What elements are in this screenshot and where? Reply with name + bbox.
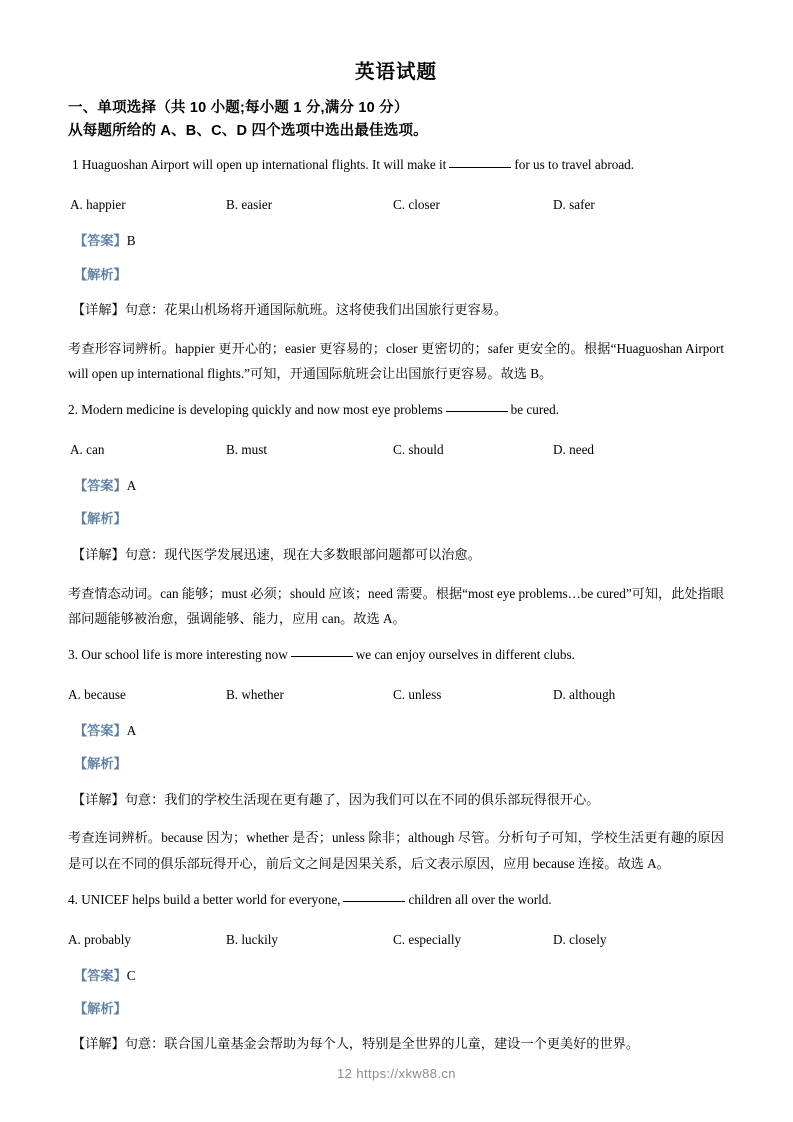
question-stem-2-before: 2. Modern medicine is developing quickly and now most eye problems xyxy=(68,402,443,418)
options-4 xyxy=(68,932,724,951)
question-stem-2 xyxy=(68,400,724,419)
answer-tag: 【答案】 xyxy=(74,723,127,739)
answer-value-2: A xyxy=(126,478,137,494)
answer-value-3: A xyxy=(126,723,137,739)
option-4-b[interactable]: B. luckily xyxy=(226,932,279,948)
page-title: 英语试题 xyxy=(354,61,437,83)
analysis-tag: 【解析】 xyxy=(74,756,127,772)
analysis-line-1 xyxy=(68,266,724,283)
option-3-c[interactable]: C. unless xyxy=(393,687,442,703)
answer-line-4 xyxy=(68,967,724,984)
options-3 xyxy=(68,687,724,706)
option-4-d[interactable]: D. closely xyxy=(553,932,607,948)
question-block-4 xyxy=(68,890,724,1057)
option-2-c[interactable]: C. should xyxy=(393,442,444,458)
question-block-3 xyxy=(68,645,724,877)
explanation-paragraph-3: 考查连词辨析。because 因为；whether 是否；unless 除非；although 尽管。分析句子可知，学校生活更有趣的原因是可以在不同的俱乐部玩得开心，前后文之间是因果关系，后文表示原因，应用 because 连接。故选 A。 xyxy=(68,830,724,872)
analysis-tag: 【解析】 xyxy=(74,511,127,527)
option-2-a[interactable]: A. can xyxy=(70,442,105,458)
analysis-tag: 【解析】 xyxy=(74,266,127,282)
answer-line-3 xyxy=(68,722,724,739)
question-stem-4-after: children all over the world. xyxy=(408,892,552,908)
detail-paragraph-1: 【详解】句意：花果山机场将开通国际航班。这将使我们出国旅行更容易。 xyxy=(72,301,508,317)
question-stem-1-before: 1 Huaguoshan Airport will open up international flights. It will make it xyxy=(72,157,447,173)
option-1-c[interactable]: C. closer xyxy=(393,197,440,213)
question-stem-1 xyxy=(68,155,724,174)
answer-tag: 【答案】 xyxy=(74,968,127,984)
option-1-d[interactable]: D. safer xyxy=(553,197,595,213)
option-2-d[interactable]: D. need xyxy=(553,442,595,458)
option-3-d[interactable]: D. although xyxy=(553,687,616,703)
option-3-a[interactable]: A. because xyxy=(68,687,126,703)
question-stem-3-after: we can enjoy ourselves in different clubs. xyxy=(355,647,575,663)
answer-line-2 xyxy=(68,477,724,494)
question-stem-4 xyxy=(68,890,724,909)
answer-tag: 【答案】 xyxy=(74,233,127,249)
options-1 xyxy=(68,197,724,216)
question-stem-3-before: 3. Our school life is more interesting now xyxy=(68,647,288,663)
explanation-paragraph-1: 考查形容词辨析。happier 更开心的；easier 更容易的；closer 更密切的；safer 更安全的。根据“Huaguoshan Airport will open up international flights.”可知，开通国际航班会让出国旅行更容易。故选 B。 xyxy=(68,340,724,382)
option-4-a[interactable]: A. probably xyxy=(68,932,131,948)
option-1-a[interactable]: A. happier xyxy=(70,197,126,213)
analysis-line-4 xyxy=(68,1000,724,1017)
option-3-b[interactable]: B. whether xyxy=(226,687,284,703)
analysis-line-2 xyxy=(68,510,724,527)
detail-paragraph-3: 【详解】句意：我们的学校生活现在更有趣了，因为我们可以在不同的俱乐部玩得很开心。 xyxy=(72,791,600,807)
question-stem-1-after: for us to travel abroad. xyxy=(514,157,635,173)
answer-value-1: B xyxy=(126,233,136,249)
detail-paragraph-2: 【详解】句意：现代医学发展迅速，现在大多数眼部问题都可以治愈。 xyxy=(72,546,481,562)
question-stem-3 xyxy=(68,645,724,664)
option-4-c[interactable]: C. especially xyxy=(393,932,462,948)
section-heading-line2: 从每题所给的 A、B、C、D 四个选项中选出最佳选项。 xyxy=(68,122,428,139)
page-footer: 12 https://xkw88.cn xyxy=(337,1066,456,1081)
section-heading-line1: 一、单项选择（共 10 小题;每小题 1 分,满分 10 分） xyxy=(68,100,409,117)
answer-tag: 【答案】 xyxy=(74,478,127,494)
question-stem-4-before: 4. UNICEF helps build a better world for everyone, xyxy=(68,892,341,908)
answer-value-4: C xyxy=(126,968,136,984)
answer-blank xyxy=(446,400,508,412)
analysis-tag: 【解析】 xyxy=(74,1001,127,1017)
question-stem-2-after: be cured. xyxy=(510,402,559,418)
explanation-paragraph-2: 考查情态动词。can 能够；must 必须；should 应该；need 需要。根据“most eye problems…be cured”可知，此处指眼部问题能够被治愈，强调能够、能力，应用 can。故选 A。 xyxy=(68,585,724,627)
answer-line-1 xyxy=(68,232,724,249)
analysis-line-3 xyxy=(68,755,724,772)
document-content xyxy=(68,60,724,1070)
option-1-b[interactable]: B. easier xyxy=(226,197,273,213)
detail-paragraph-4: 【详解】句意：联合国儿童基金会帮助为每个人，特别是全世界的儿童，建设一个更美好的世界。 xyxy=(72,1036,640,1052)
answer-blank xyxy=(343,890,405,902)
answer-blank xyxy=(449,155,511,167)
option-2-b[interactable]: B. must xyxy=(226,442,268,458)
options-2 xyxy=(68,442,724,461)
question-block-2 xyxy=(68,400,724,632)
answer-blank xyxy=(291,645,353,657)
question-block-1 xyxy=(68,155,724,387)
